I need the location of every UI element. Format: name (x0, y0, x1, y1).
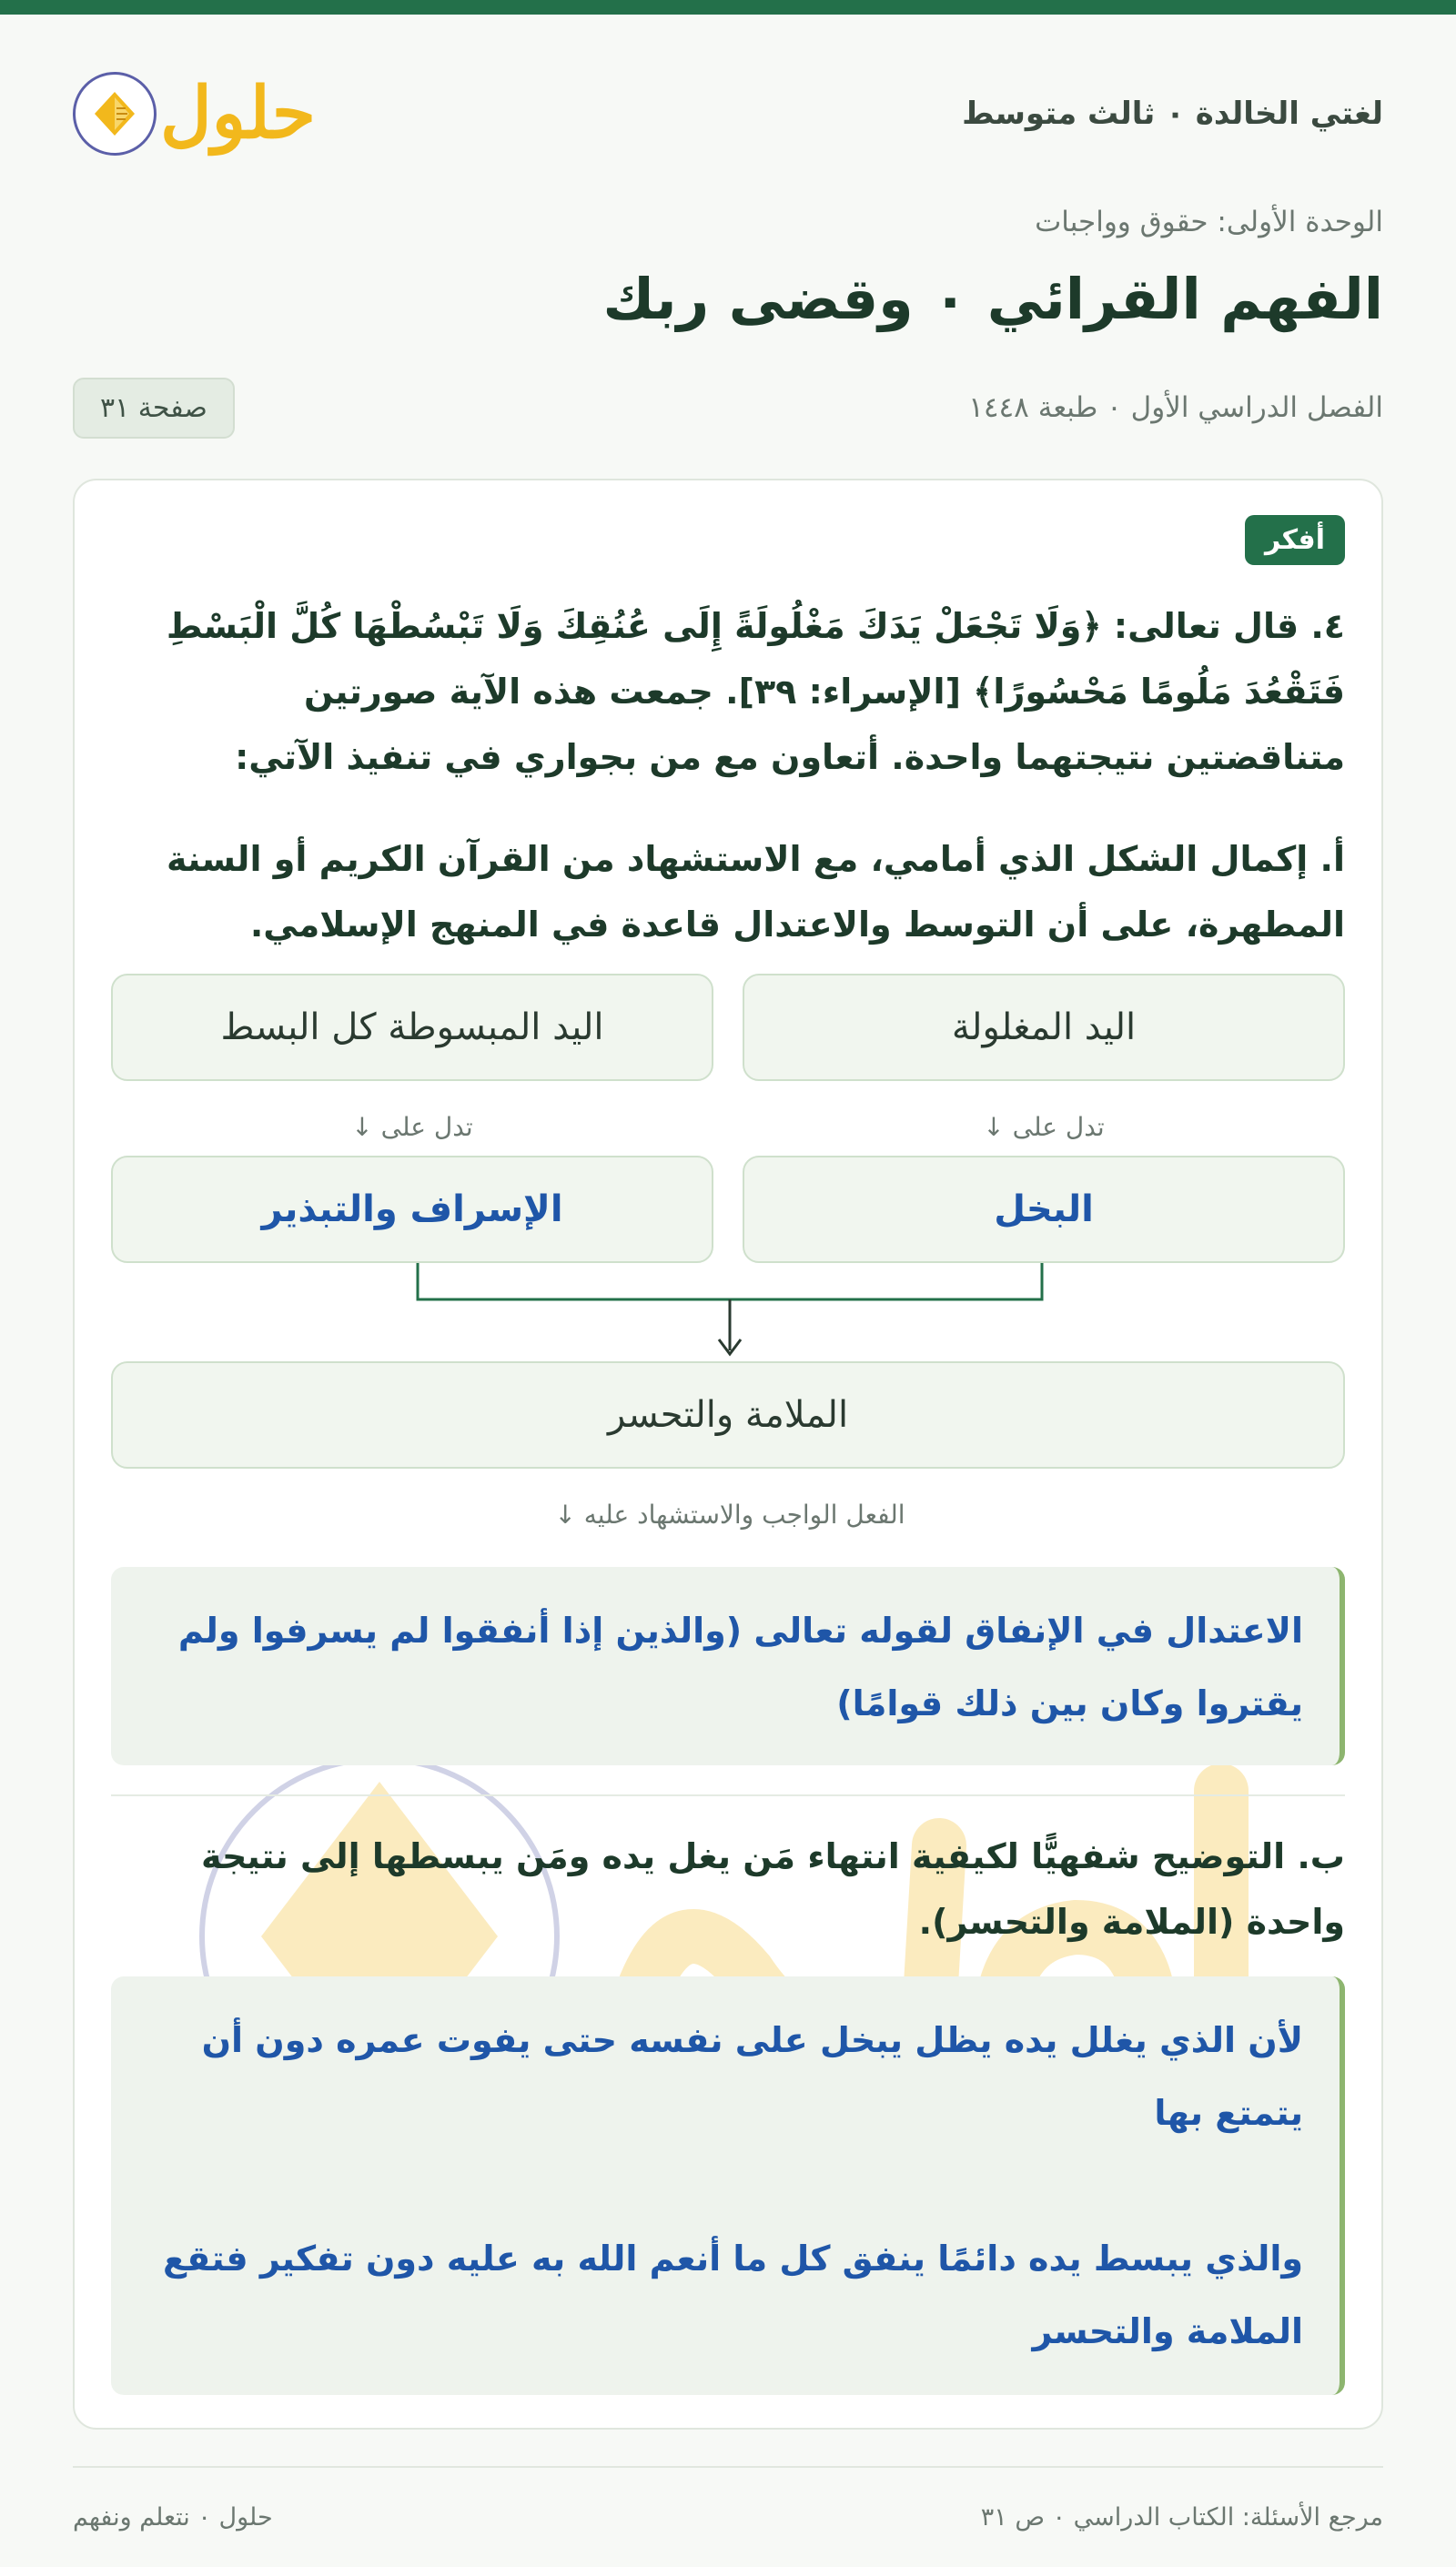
question-b-text: ب. التوضيح شفهيًّا لكيفية انتهاء مَن يغل يده ومَن يبسطها إلى نتيجة واحدة (الملامة والتحسر). (201, 1836, 1345, 1942)
question-a-text: أ. إكمال الشكل الذي أمامي، مع الاستشهاد من القرآن الكريم أو السنة المطهرة، على أن التوسط والاعتدال قاعدة في المنهج الإسلامي. (166, 839, 1345, 945)
diagram-box-open-hand: اليد المبسوطة كل البسط (111, 974, 713, 1081)
page-footer (73, 2466, 1383, 2566)
book-title: لغتي الخالدة ٠ ثالث متوسط (962, 96, 1383, 132)
logo-text: حلول (160, 72, 317, 155)
diagram-answer-miserliness: البخل (743, 1156, 1345, 1263)
indicates-label-left: تدل على ↓ (351, 1112, 473, 1142)
question-main-text: ٤. قال تعالى: ﴿وَلَا تَجْعَلْ يَدَكَ مَغْلُولَةً إِلَى عُنُقِكَ وَلَا تَبْسُطْهَا كُلَّ الْبَسْطِ فَتَقْعُدَ مَلُومًا مَحْسُورًا﴾ [الإسراء: ٣٩]. جمعت هذه الآية صورتين متناقضتين نتيجتهما واحدة. أتعاون مع من بجواري في تنفيذ الآتي: (166, 606, 1345, 777)
answer-b-spacer (147, 2149, 1303, 2222)
book-icon (73, 72, 157, 156)
page-title: الفهم القرائي ٠ وقضى ربك (602, 266, 1383, 332)
page-number-badge: صفحة ٣١ (73, 378, 235, 439)
think-tag: أفكر (1245, 515, 1345, 565)
footer-reference: مرجع الأسئلة: الكتاب الدراسي ٠ ص ٣١ (980, 2502, 1383, 2532)
unit-label: الوحدة الأولى: حقوق وواجبات (1035, 206, 1383, 238)
footer-brand: حلول ٠ نتعلم ونفهم (73, 2502, 273, 2532)
page-header (73, 55, 1383, 173)
section-divider (111, 1794, 1345, 1796)
answer-a-text: الاعتدال في الإنفاق لقوله تعالى (والذين إذا أنفقوا لم يسرفوا ولم يقتروا وكان بين ذلك قوامًا) (177, 1611, 1303, 1723)
meta-row (73, 375, 1383, 440)
answer-b-box (111, 1976, 1345, 2395)
answer-a-box (111, 1567, 1345, 1765)
diagram-box-closed-hand: اليد المغلولة (743, 974, 1345, 1081)
diagram-result-box: الملامة والتحسر (111, 1361, 1345, 1469)
top-accent-bar (0, 0, 1456, 15)
site-logo[interactable] (73, 72, 316, 156)
indicates-label-right: تدل على ↓ (983, 1112, 1105, 1142)
semester-label: الفصل الدراسي الأول ٠ طبعة ١٤٤٨ (968, 391, 1383, 424)
apply-label: الفعل الواجب والاستشهاد عليه ↓ (554, 1500, 905, 1530)
diagram-answer-extravagance: الإسراف والتبذير (111, 1156, 713, 1263)
diagram-connector (75, 1263, 1385, 1363)
answer-b-line-1: لأن الذي يغلل يده يظل يبخل على نفسه حتى يفوت عمره دون أن يتمتع بها (201, 2020, 1303, 2133)
answer-b-line-2: والذي يبسط يده دائمًا ينفق كل ما أنعم الله به عليه دون تفكير فتقع الملامة والتحسر (162, 2239, 1303, 2351)
question-card (73, 479, 1383, 2430)
